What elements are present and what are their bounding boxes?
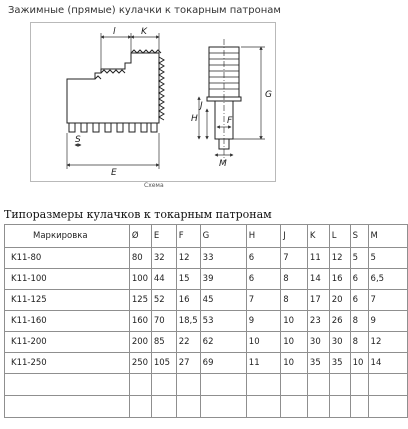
table-cell: 10 — [246, 332, 280, 353]
table-cell — [200, 396, 246, 418]
table-cell: 14 — [368, 353, 407, 374]
table-cell: 8 — [281, 269, 308, 290]
table-cell: 15 — [176, 269, 200, 290]
header-cell: L — [329, 225, 350, 248]
table-cell: 6 — [350, 290, 368, 311]
table-cell: 30 — [307, 332, 329, 353]
table-cell — [307, 396, 329, 418]
table-cell: 10 — [281, 332, 308, 353]
table-cell: K11-200 — [5, 332, 130, 353]
dim-label-e: E — [111, 168, 117, 178]
table-cell: 14 — [307, 269, 329, 290]
table-cell: 62 — [200, 332, 246, 353]
header-cell: S — [350, 225, 368, 248]
table-cell — [151, 396, 176, 418]
table-cell: 125 — [129, 290, 151, 311]
table-cell: 32 — [151, 248, 176, 269]
table-cell: 10 — [281, 353, 308, 374]
table-cell — [176, 396, 200, 418]
table-header-row — [5, 225, 408, 248]
dim-label-s: S — [75, 135, 81, 145]
table-cell: 9 — [246, 311, 280, 332]
header-cell: F — [176, 225, 200, 248]
table-cell: 8 — [281, 290, 308, 311]
dim-label-f: F — [227, 116, 233, 126]
dim-label-m: M — [219, 159, 227, 169]
table-cell: 11 — [307, 248, 329, 269]
table-cell: 44 — [151, 269, 176, 290]
dim-label-j: J — [200, 101, 203, 111]
table-cell: 6,5 — [368, 269, 407, 290]
table-cell — [129, 374, 151, 396]
table-cell: 30 — [329, 332, 350, 353]
table-cell: 17 — [307, 290, 329, 311]
table-cell: 8 — [350, 311, 368, 332]
table-row — [5, 311, 408, 332]
table-cell: 100 — [129, 269, 151, 290]
table-cell: K11-160 — [5, 311, 130, 332]
table-cell: 16 — [176, 290, 200, 311]
table-cell: K11-250 — [5, 353, 130, 374]
table-cell: K11-100 — [5, 269, 130, 290]
table-row-empty — [5, 396, 408, 418]
table-cell — [246, 396, 280, 418]
table-cell: 52 — [151, 290, 176, 311]
table-cell: 53 — [200, 311, 246, 332]
table-cell: 70 — [151, 311, 176, 332]
table-cell: 35 — [307, 353, 329, 374]
table-cell — [281, 374, 308, 396]
table-cell — [307, 374, 329, 396]
table-cell: 7 — [246, 290, 280, 311]
table-cell: 5 — [350, 248, 368, 269]
dim-label-k: K — [141, 27, 147, 37]
table-cell: 8 — [350, 332, 368, 353]
table-cell: 85 — [151, 332, 176, 353]
table-cell — [350, 396, 368, 418]
table-cell: 7 — [281, 248, 308, 269]
table-cell: 105 — [151, 353, 176, 374]
header-cell: Маркировка — [5, 225, 130, 248]
table-cell: 80 — [129, 248, 151, 269]
table-cell: 10 — [281, 311, 308, 332]
table-cell — [246, 374, 280, 396]
table-cell: 20 — [329, 290, 350, 311]
header-cell: K — [307, 225, 329, 248]
table-cell: 5 — [368, 248, 407, 269]
dim-label-g: G — [265, 90, 272, 100]
table-cell: 35 — [329, 353, 350, 374]
table-cell: 9 — [368, 311, 407, 332]
table-cell — [151, 374, 176, 396]
table-cell: 250 — [129, 353, 151, 374]
table-cell: 69 — [200, 353, 246, 374]
jaw-schematic — [30, 22, 276, 182]
table-cell: 6 — [246, 269, 280, 290]
table-cell: 12 — [368, 332, 407, 353]
header-cell: E — [151, 225, 176, 248]
table-cell: 27 — [176, 353, 200, 374]
table-cell: 6 — [350, 269, 368, 290]
table-row — [5, 269, 408, 290]
table-row-empty — [5, 374, 408, 396]
dim-label-l: l — [113, 27, 116, 37]
table-cell — [129, 396, 151, 418]
table-cell — [368, 374, 407, 396]
table-cell: 160 — [129, 311, 151, 332]
page-title: Зажимные (прямые) кулачки к токарным патронам — [8, 5, 281, 16]
table-cell — [5, 374, 130, 396]
header-cell: H — [246, 225, 280, 248]
table-cell: K11-125 — [5, 290, 130, 311]
table-cell: 18,5 — [176, 311, 200, 332]
table-row — [5, 332, 408, 353]
header-cell: J — [281, 225, 308, 248]
header-cell: M — [368, 225, 407, 248]
table-cell — [200, 374, 246, 396]
header-cell: G — [200, 225, 246, 248]
table-cell — [350, 374, 368, 396]
table-row — [5, 248, 408, 269]
table-cell — [176, 374, 200, 396]
table-cell — [368, 396, 407, 418]
table-row — [5, 290, 408, 311]
table-cell — [281, 396, 308, 418]
table-cell — [329, 374, 350, 396]
table-cell — [5, 396, 130, 418]
table-cell: K11-80 — [5, 248, 130, 269]
table-cell: 22 — [176, 332, 200, 353]
dim-label-h: H — [191, 114, 198, 124]
table-cell: 11 — [246, 353, 280, 374]
jaw-size-table — [4, 224, 408, 418]
table-cell: 12 — [329, 248, 350, 269]
table-row — [5, 353, 408, 374]
table-cell: 12 — [176, 248, 200, 269]
table-cell: 33 — [200, 248, 246, 269]
table-cell: 23 — [307, 311, 329, 332]
table-cell: 200 — [129, 332, 151, 353]
table-cell — [329, 396, 350, 418]
table-cell: 6 — [246, 248, 280, 269]
table-cell: 45 — [200, 290, 246, 311]
table-cell: 39 — [200, 269, 246, 290]
jaw-outline — [67, 53, 159, 123]
table-cell: 7 — [368, 290, 407, 311]
table-title: Типоразмеры кулачков к токарным патронам — [4, 208, 272, 221]
table-cell: 26 — [329, 311, 350, 332]
schematic-caption: Схема — [144, 182, 164, 189]
header-cell: Ø — [129, 225, 151, 248]
table-cell: 10 — [350, 353, 368, 374]
table-cell: 16 — [329, 269, 350, 290]
